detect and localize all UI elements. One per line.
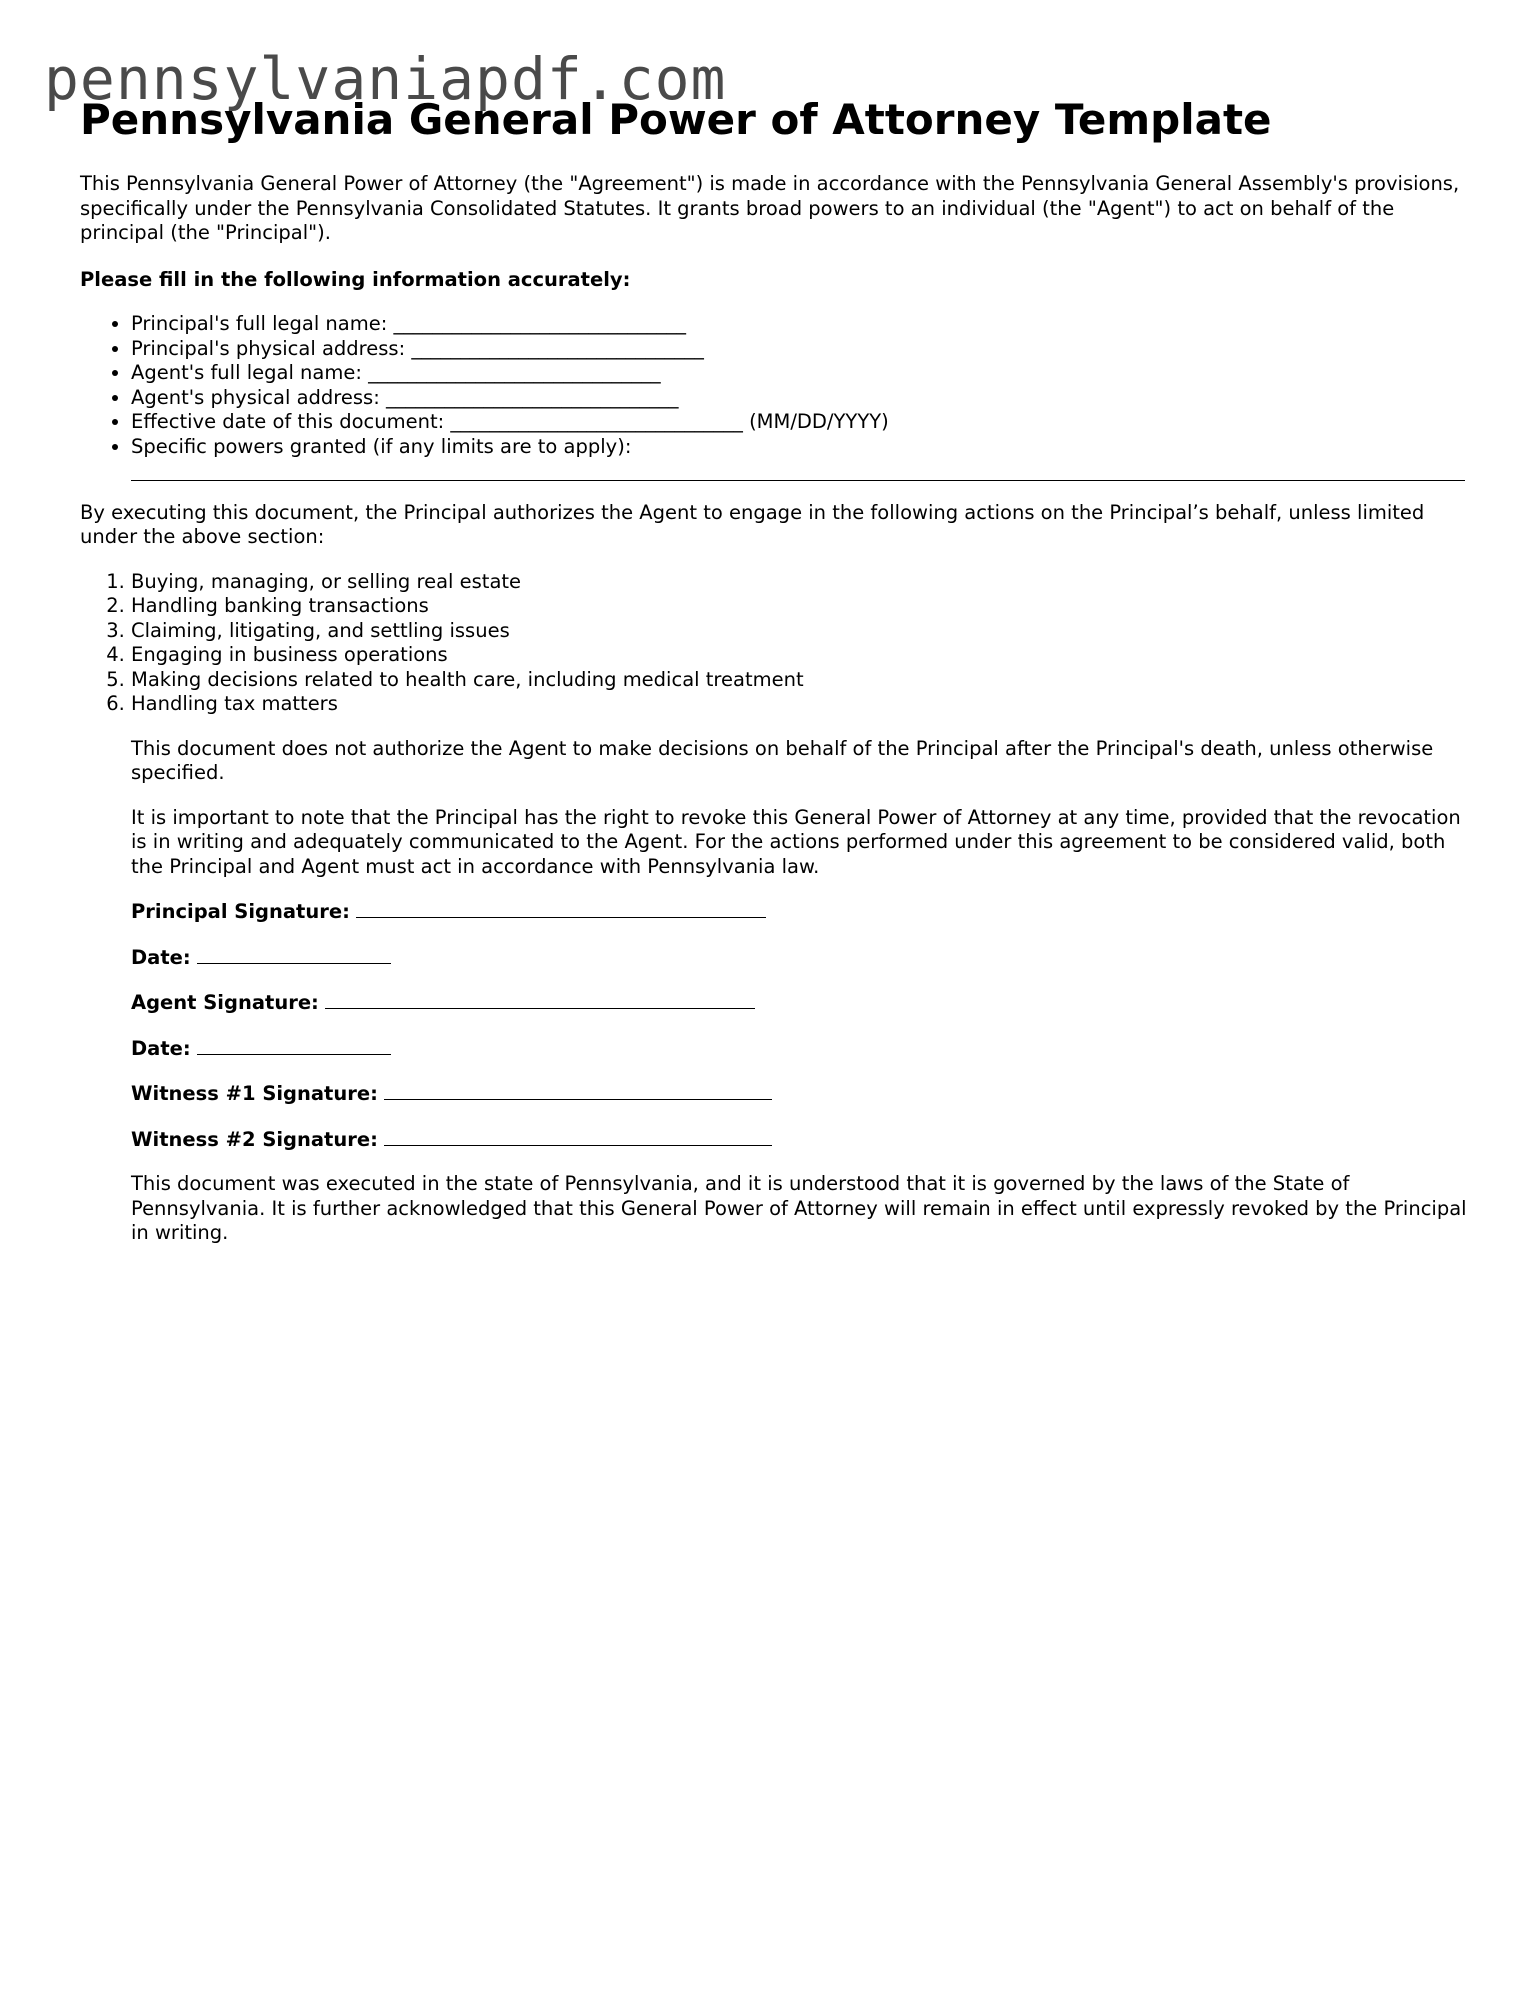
closing-paragraph: This document was executed in the state of Pennsylvania, and it is understood that it is governed by the laws of the State of Pennsylvania. It is further acknowledged that this General Power of Attorney will remain in effect until expressly revoked by the Principal in writing. [131,1172,1467,1244]
agent-date-row [131,1036,1475,1062]
field-blank: ______________________________ [393,312,687,335]
power-item: 4. Engaging in business operations [131,643,1475,668]
watermark: pennsylvaniapdf.com [44,45,727,113]
agent-signature-label: Agent Signature: [131,991,319,1014]
witness1-signature-label: Witness #1 Signature: [131,1082,378,1105]
witness2-signature-line[interactable] [384,1127,772,1146]
field-principal-name[interactable] [131,312,1475,337]
death-clause: This document does not authorize the Agent to make decisions on behalf of the Principal after the Principal's death, unless otherwise specified. [131,736,1434,784]
indented-section [80,737,1475,1246]
principal-date-line[interactable] [197,945,391,964]
field-agent-name[interactable] [131,361,1475,386]
agent-date-line[interactable] [197,1036,391,1055]
principal-signature-line[interactable] [356,899,766,918]
witness2-signature-row [131,1127,1475,1153]
field-blank: ______________________________ [368,361,661,384]
intro-paragraph: This Pennsylvania General Power of Attorney (the "Agreement") is made in accordance with the Pennsylvania General Assembly's provisions, specifically under the Pennsylvania Consolidated Statutes. It grants broad powers to an individual (the "Agent") to act on behalf of the principal (the "Principal"). [80,172,1460,244]
principal-signature-row [131,899,1475,925]
powers-list [80,570,1475,717]
info-fields-list [80,312,1475,481]
witness1-signature-line[interactable] [384,1081,772,1100]
power-item: 5. Making decisions related to health care, including medical treatment [131,668,1475,693]
date-format-hint: (MM/DD/YYYY) [749,410,889,433]
document-body [80,172,1475,1266]
field-label: Principal's full legal name: [131,312,388,335]
field-specific-powers[interactable] [131,435,1475,481]
field-label: Principal's physical address: [131,336,406,360]
field-agent-address[interactable] [131,386,1475,411]
principal-date-label: Date: [131,945,191,969]
field-effective-date[interactable] [131,410,1475,435]
power-item: 1. Buying, managing, or selling real estate [131,570,1475,595]
field-blank: ______________________________ [385,385,679,409]
revocation-clause: It is important to note that the Principal has the right to revoke this General Power of Attorney at any time, provided that the revocation is in writing and adequately communicated to the Agent. For the actions performed under this agreement to be considered valid, both the Principal and Agent must act in accordance with Pennsylvania law. [131,805,1461,878]
power-item: 6. Handling tax matters [131,692,1475,717]
page-title: Pennsylvania General Power of Attorney Template [80,95,1272,144]
power-item: 2. Handling banking transactions [131,594,1475,619]
specific-powers-blank-line[interactable] [131,455,1465,481]
field-blank: ______________________________ [450,410,743,433]
agent-date-label: Date: [131,1036,191,1060]
agent-signature-row [131,990,1475,1016]
witness1-signature-row [131,1081,1475,1107]
field-label: Agent's full legal name: [131,361,362,384]
scope-paragraph: By executing this document, the Principal authorizes the Agent to engage in the following actions on the Principal’s behalf, unless limited under the above section: [80,500,1425,548]
field-label: Agent's physical address: [131,385,380,409]
agent-signature-line[interactable] [325,990,755,1009]
field-label: Effective date of this document: [131,410,445,433]
field-blank: ______________________________ [411,336,704,360]
fill-instruction: Please fill in the following information accurately: [80,267,631,291]
witness2-signature-label: Witness #2 Signature: [131,1127,378,1151]
field-label: Specific powers granted (if any limits are to apply): [131,434,632,458]
power-item: 3. Claiming, litigating, and settling issues [131,619,1475,644]
field-principal-address[interactable] [131,337,1475,362]
principal-date-row [131,945,1475,971]
principal-signature-label: Principal Signature: [131,900,350,923]
